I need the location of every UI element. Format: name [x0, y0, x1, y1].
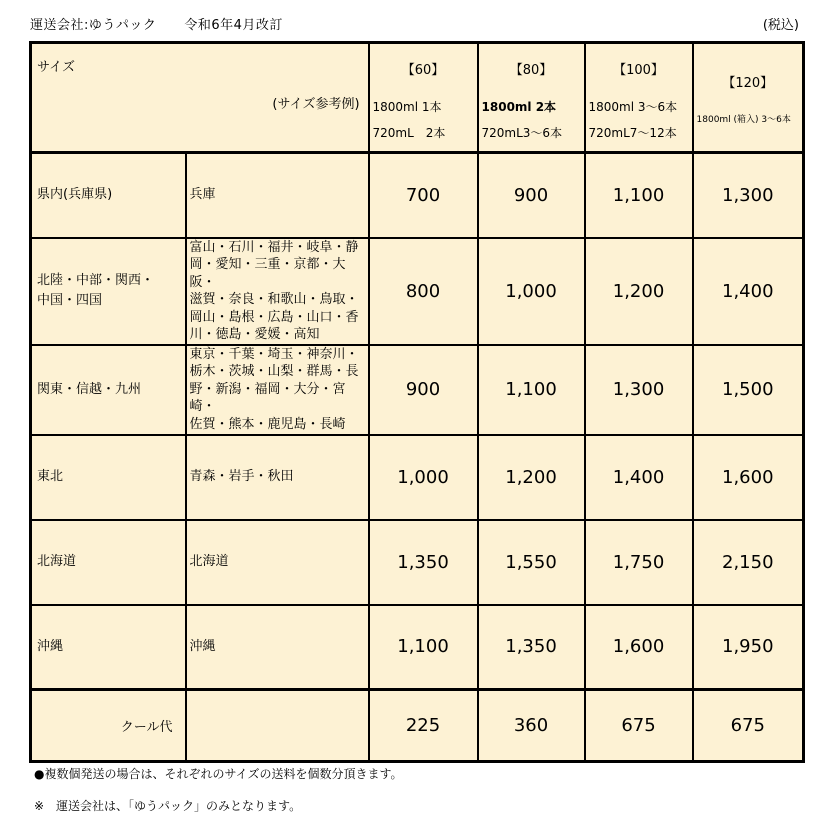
price-60: 1,000 — [369, 435, 478, 520]
cool-price-120: 675 — [693, 690, 804, 762]
cool-price-60: 225 — [369, 690, 478, 762]
size-header-cell — [31, 43, 369, 153]
size-label: サイズ — [37, 60, 75, 75]
cool-fee-label: クール代 — [31, 690, 186, 762]
price-60: 1,350 — [369, 520, 478, 605]
cool-fee-row — [31, 690, 804, 762]
price-120: 1,400 — [693, 238, 804, 345]
price-100: 1,600 — [585, 605, 693, 690]
revision-date: 令和6年4月改訂 — [184, 18, 283, 33]
price-80: 1,550 — [478, 520, 585, 605]
category-label: 【100】 — [613, 63, 664, 78]
category-example-1: 1800ml 3～6本 — [588, 100, 678, 114]
price-120: 1,600 — [693, 435, 804, 520]
header-row — [31, 43, 804, 153]
table-row — [31, 153, 804, 238]
price-100: 1,400 — [585, 435, 693, 520]
price-60: 800 — [369, 238, 478, 345]
carrier-name: 運送会社:ゆうパック — [30, 18, 157, 33]
category-label: 【120】 — [722, 76, 774, 91]
cool-fee-blank — [186, 690, 369, 762]
category-example-2: 720mL7～12本 — [588, 126, 677, 140]
price-100: 1,100 — [585, 153, 693, 238]
prefecture-cell: 沖縄 — [186, 605, 369, 690]
region-cell: 関東・信越・九州 — [31, 345, 186, 435]
prefecture-cell: 北海道 — [186, 520, 369, 605]
prefecture-cell: 東京・千葉・埼玉・神奈川・ 栃木・茨城・山梨・群馬・長 野・新潟・福岡・大分・宮崎・ 佐賀・熊本・鹿児島・長崎 — [186, 345, 369, 435]
tax-included-label: (税込) — [762, 18, 799, 33]
price-60: 900 — [369, 345, 478, 435]
price-120: 1,950 — [693, 605, 804, 690]
category-example-2: 720mL 2本 — [372, 126, 446, 140]
size-category-120 — [693, 43, 804, 153]
price-60: 700 — [369, 153, 478, 238]
size-category-60 — [369, 43, 478, 153]
category-example-2: 720mL3～6本 — [481, 126, 563, 140]
size-category-80 — [478, 43, 585, 153]
category-example-1: 1800ml 2本 — [481, 100, 557, 114]
cool-price-80: 360 — [478, 690, 585, 762]
table-row — [31, 605, 804, 690]
note-carrier: ※ 運送会社は、「ゆうパック」のみとなります。 — [34, 799, 302, 813]
category-example-1: 1800ml (箱入) 3～6本 — [696, 115, 791, 125]
region-cell: 東北 — [31, 435, 186, 520]
price-100: 1,750 — [585, 520, 693, 605]
shipping-rate-table — [29, 41, 805, 763]
region-cell: 北海道 — [31, 520, 186, 605]
prefecture-cell: 富山・石川・福井・岐阜・静 岡・愛知・三重・京都・大阪・ 滋賀・奈良・和歌山・鳥取・ 岡山・島根・広島・山口・香 川・徳島・愛媛・高知 — [186, 238, 369, 345]
price-120: 1,500 — [693, 345, 804, 435]
price-80: 1,000 — [478, 238, 585, 345]
price-100: 1,200 — [585, 238, 693, 345]
price-80: 1,350 — [478, 605, 585, 690]
price-80: 1,200 — [478, 435, 585, 520]
cool-price-100: 675 — [585, 690, 693, 762]
price-60: 1,100 — [369, 605, 478, 690]
category-example-1: 1800ml 1本 — [372, 100, 442, 114]
price-80: 1,100 — [478, 345, 585, 435]
table-row — [31, 345, 804, 435]
prefecture-cell: 青森・岩手・秋田 — [186, 435, 369, 520]
table-row — [31, 238, 804, 345]
note-multiple-items: ●複数個発送の場合は、それぞれのサイズの送料を個数分頂きます。 — [34, 767, 403, 781]
region-cell: 北陸・中部・関西・ 中国・四国 — [31, 238, 186, 345]
price-100: 1,300 — [585, 345, 693, 435]
header-title — [30, 14, 283, 33]
price-80: 900 — [478, 153, 585, 238]
size-category-100 — [585, 43, 693, 153]
region-cell: 沖縄 — [31, 605, 186, 690]
price-120: 1,300 — [693, 153, 804, 238]
category-label: 【60】 — [401, 63, 445, 78]
category-label: 【80】 — [509, 63, 553, 78]
region-cell: 県内(兵庫県) — [31, 153, 186, 238]
prefecture-cell: 兵庫 — [186, 153, 369, 238]
table-row — [31, 520, 804, 605]
size-reference-label: (サイズ参考例) — [272, 97, 360, 112]
table-row — [31, 435, 804, 520]
price-120: 2,150 — [693, 520, 804, 605]
